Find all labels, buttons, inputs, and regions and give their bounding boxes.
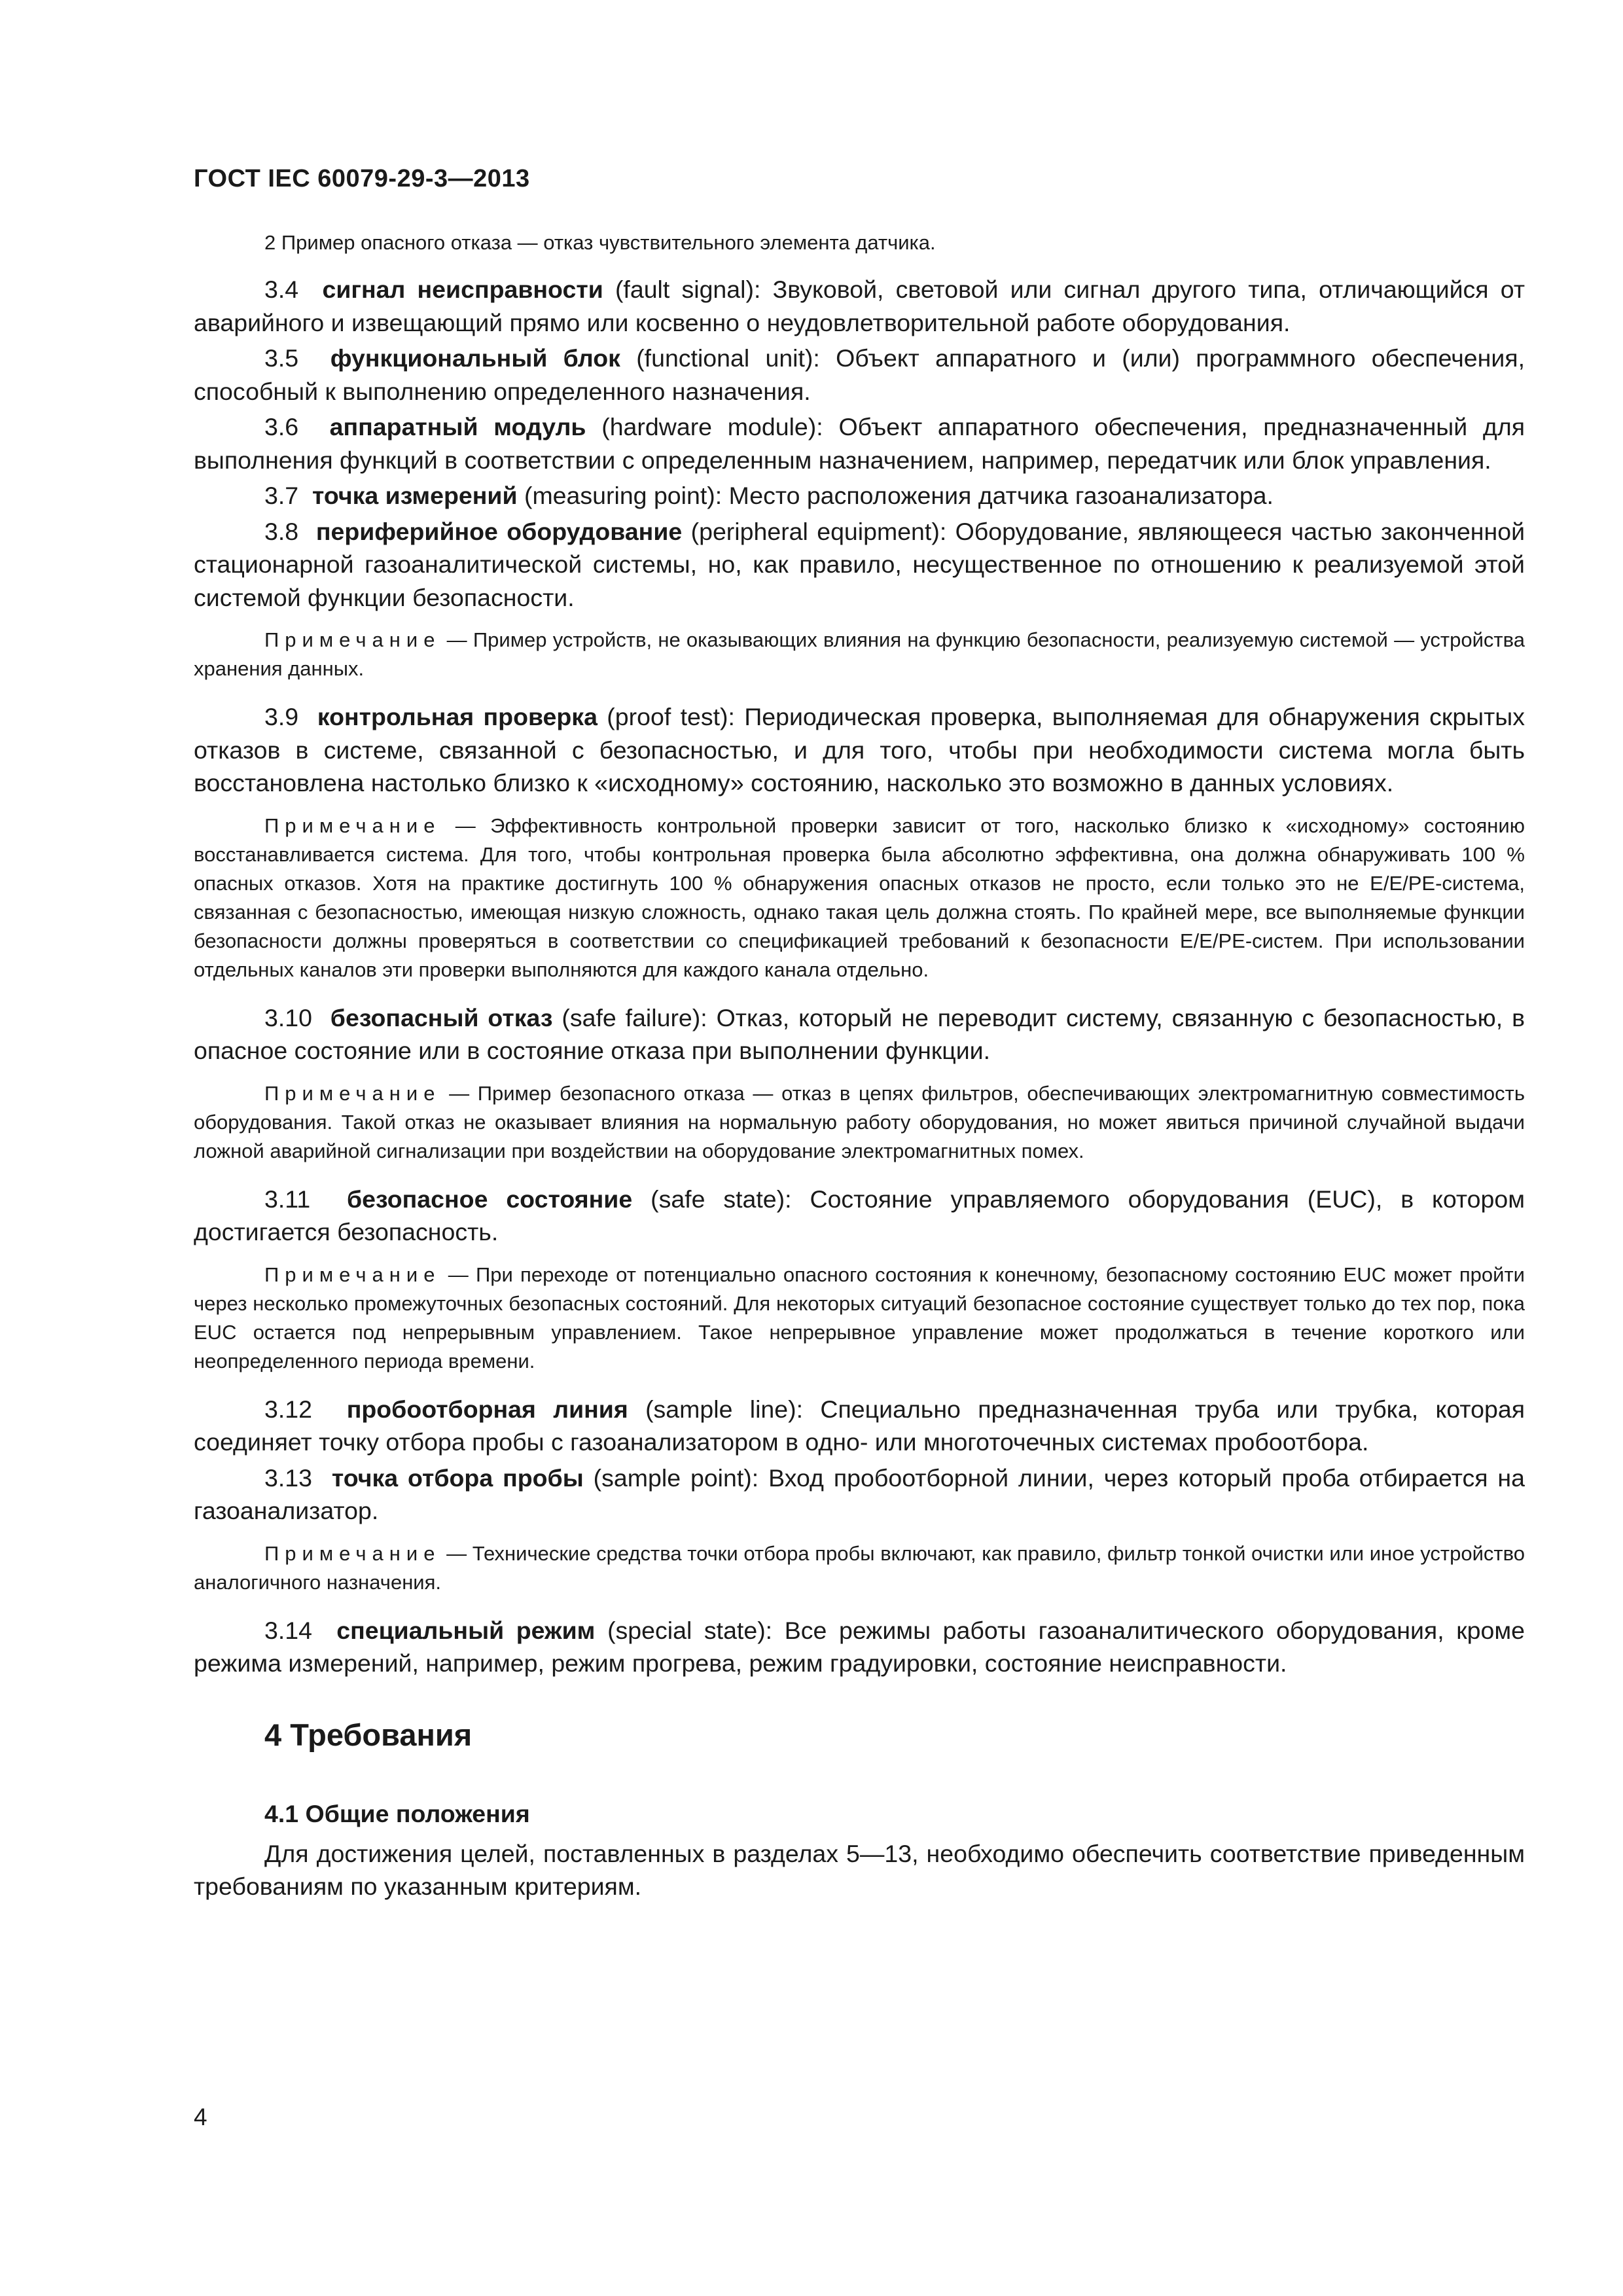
term: аппаратный модуль xyxy=(329,413,586,440)
note-label: Примечание xyxy=(264,814,441,837)
intro-note: 2 Пример опасного отказа — отказ чувствительного элемента датчика. xyxy=(264,231,936,254)
definition-3-14: 3.14 специальный режим (special state): Все режимы работы газоаналитического оборудования, кроме режима измерений, например, режим прогрева, режим градуировки, состояние неисправности. xyxy=(194,1616,1525,1677)
note-3-10: Примечание — Пример безопасного отказа — отказ в цепях фильтров, обеспечивающих электромагнитную совместимость оборудования. Такой отказ не оказывает влияния на нормальную работу оборудования, но может явиться причиной случайной выдачи ложной аварийной сигнализации при воздействии на оборудование электромагнитных помех. xyxy=(194,1081,1525,1162)
section-4-title: 4 Требования xyxy=(264,1717,473,1752)
section-4-1-title: 4.1 Общие положения xyxy=(264,1799,530,1827)
term: специальный режим xyxy=(336,1616,596,1644)
definition-3-11: 3.11 безопасное состояние (safe state): Состояние управляемого оборудования (EUC), в котором достигается безопасность. xyxy=(194,1185,1525,1246)
note-3-11: Примечание — При переходе от потенциально опасного состояния к конечному, безопасному состоянию EUC может пройти через несколько промежуточных безопасных состояний. Для некоторых ситуаций безопасное состояние существует только до тех пор, пока EUC остается под непрерывным управлением. Такое непрерывное управление может продолжаться в течение короткого или неопределенного периода времени. xyxy=(194,1263,1525,1372)
term: безопасный отказ xyxy=(330,1003,553,1031)
note-label: Примечание xyxy=(264,1541,441,1565)
definition-3-7: 3.7 точка измерений (measuring point): Место расположения датчика газоанализатора. xyxy=(264,482,1274,509)
note-3-13: Примечание — Технические средства точки отбора пробы включают, как правило, фильтр тонкой очистки или иное устройство аналогичного назначения. xyxy=(194,1541,1525,1594)
definition-3-4: 3.4 сигнал неисправности (fault signal): Звуковой, световой или сигнал другого типа, отличающийся от аварийного и извещающий прямо или косвенно о неудовлетворительной работе оборудования. xyxy=(194,276,1525,336)
page-number: 4 xyxy=(194,2104,207,2130)
term: точка измерений xyxy=(312,482,518,509)
definition-3-8: 3.8 периферийное оборудование (peripheral equipment): Оборудование, являющееся частью законченной стационарной газоаналитической системы, но, как правило, несущественное по отношению к реализуемой этой системой функции безопасности. xyxy=(194,517,1525,611)
term: пробоотборная линия xyxy=(346,1395,628,1423)
definition-3-5: 3.5 функциональный блок (functional unit): Объект аппаратного и (или) программного обеспечения, способный к выполнению определенного назначения. xyxy=(194,344,1525,405)
note-label: Примечание xyxy=(264,628,441,651)
note-3-9: Примечание — Эффективность контрольной проверки зависит от того, насколько близко к «исходному» состоянию восстанавливается система. Для того, чтобы контрольная проверка была абсолютно эффективна, она должна обнаруживать 100 % опасных отказов. Хотя на практике достигнуть 100 % обнаружения опасных отказов не просто, если только это не E/E/PE-система, связанная с безопасностью, имеющая низкую сложность, однако такая цель должна стоять. По крайней мере, все выполняемые функции безопасности должны проверяться в соответствии со спецификацией требований к безопасности E/E/PE-систем. При использовании отдельных каналов эти проверки выполняются для каждого канала отдельно. xyxy=(194,814,1525,981)
definition-3-6: 3.6 аппаратный модуль (hardware module): Объект аппаратного обеспечения, предназначенный для выполнения функций в соответствии с определенным назначением, например, передатчик или блок управления. xyxy=(194,413,1525,474)
definition-3-10: 3.10 безопасный отказ (safe failure): Отказ, который не переводит систему, связанную с безопасностью, в опасное состояние или в состояние отказа при выполнении функции. xyxy=(194,1003,1525,1064)
term: точка отбора пробы xyxy=(331,1463,584,1492)
term: безопасное состояние xyxy=(347,1185,633,1213)
document-page xyxy=(194,157,1525,1906)
definition-3-9: 3.9 контрольная проверка (proof test): Периодическая проверка, выполняемая для обнаружения скрытых отказов в системе, связанной с безопасностью, и для того, чтобы при необходимости система могла быть восстановлена настолько близко к «исходному» состоянию, насколько это возможно в данных условиях. xyxy=(194,703,1525,797)
note-3-8: Примечание — Пример устройств, не оказывающих влияния на функцию безопасности, реализуемую системой — устройства хранения данных. xyxy=(194,628,1525,680)
term: периферийное оборудование xyxy=(315,517,683,545)
standard-header: ГОСТ IEC 60079-29-3—2013 xyxy=(194,165,530,192)
term: функциональный блок xyxy=(330,344,620,372)
note-label: Примечание xyxy=(264,1263,441,1286)
definition-3-12: 3.12 пробоотборная линия (sample line): Специально предназначенная труба или трубка, которая соединяет точку отбора пробы с газоанализатором в одно- или многоточечных системах пробоотбора. xyxy=(194,1395,1525,1456)
term: контрольная проверка xyxy=(317,703,597,730)
note-label: Примечание xyxy=(264,1081,441,1105)
section-4-1-text: Для достижения целей, поставленных в разделах 5—13, необходимо обеспечить соответствие приведенным требованиям по указанным критериям. xyxy=(194,1839,1525,1900)
definition-3-13: 3.13 точка отбора пробы (sample point): Вход пробоотборной линии, через который проба отбирается на газоанализатор. xyxy=(194,1463,1525,1524)
term: сигнал неисправности xyxy=(322,276,603,303)
